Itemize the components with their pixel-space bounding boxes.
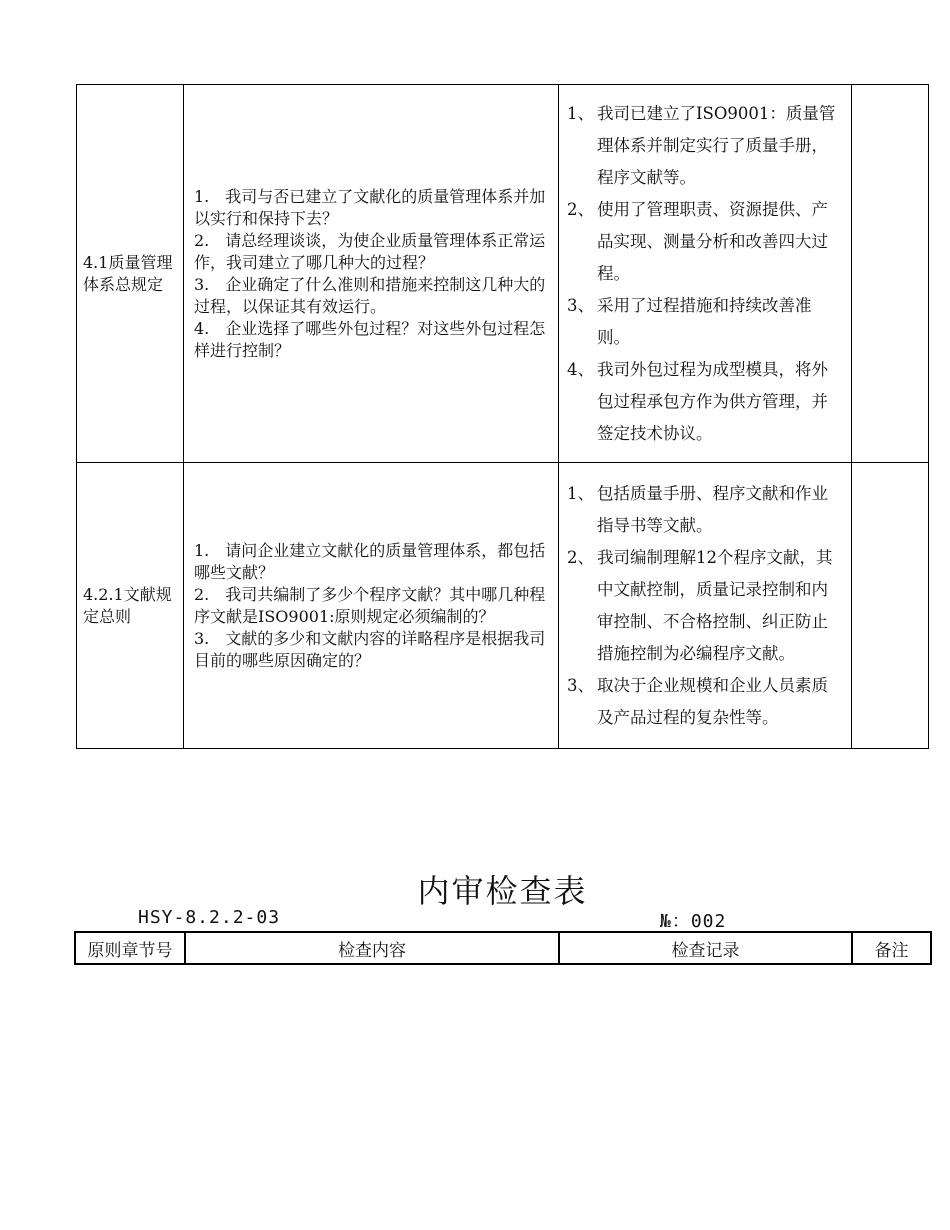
record-text: 使用了管理职责、资源提供、产品实现、测量分析和改善四大过程。 xyxy=(597,199,828,283)
record-cell xyxy=(559,463,852,749)
record-number: 3、 xyxy=(567,675,594,695)
record-item xyxy=(567,98,839,194)
record-number: 2、 xyxy=(567,199,594,219)
record-number: 4、 xyxy=(567,359,594,379)
question-item: 4. 企业选择了哪些外包过程？对这些外包过程怎样进行控制？ xyxy=(194,318,546,360)
record-number: 2、 xyxy=(567,547,594,567)
header-clause: 原则章节号 xyxy=(75,932,185,964)
header-remarks: 备注 xyxy=(852,932,931,964)
checklist-table-continued xyxy=(76,84,929,749)
question-item: 2. 我司共编制了多少个程序文献？其中哪几种程序文献是ISO9001:原则规定必须编制的？ xyxy=(194,584,546,626)
clause-cell: 4.2.1文献规定总则 xyxy=(77,463,184,749)
record-item xyxy=(567,354,839,450)
record-text: 取决于企业规模和企业人员素质及产品过程的复杂性等。 xyxy=(597,675,828,727)
record-item xyxy=(567,542,839,670)
form-number: №：002 xyxy=(660,911,727,932)
header-record: 检查记录 xyxy=(559,932,852,964)
form-title: 内审检查表 xyxy=(417,872,588,910)
question-item: 1. 请问企业建立文献化的质量管理体系，都包括哪些文献？ xyxy=(194,540,546,582)
header-content: 检查内容 xyxy=(185,932,559,964)
table-row xyxy=(77,85,929,463)
record-number: 3、 xyxy=(567,295,594,315)
remarks-cell xyxy=(852,85,929,463)
form-code: HSY-8.2.2-03 xyxy=(138,907,281,928)
header-row xyxy=(75,932,931,964)
record-text: 我司编制理解12个程序文献，其中文献控制，质量记录控制和内审控制、不合格控制、纠正防止措施控制为必编程序文献。 xyxy=(597,547,833,663)
question-item: 3. 文献的多少和文献内容的详略程序是根据我司目前的哪些原因确定的？ xyxy=(194,628,546,670)
table-row xyxy=(77,463,929,749)
record-item xyxy=(567,478,839,542)
remarks-cell xyxy=(852,463,929,749)
record-cell xyxy=(559,85,852,463)
record-number: 1、 xyxy=(567,103,594,123)
record-item xyxy=(567,670,839,734)
question-item: 2. 请总经理谈谈，为使企业质量管理体系正常运作，我司建立了哪几种大的过程？ xyxy=(194,230,546,272)
question-item: 1. 我司与否已建立了文献化的质量管理体系并加以实行和保持下去？ xyxy=(194,186,546,228)
content-cell xyxy=(184,85,559,463)
record-text: 采用了过程措施和持续改善准则。 xyxy=(597,295,812,347)
record-text: 我司外包过程为成型模具，将外包过程承包方作为供方管理，并签定技术协议。 xyxy=(597,359,828,443)
clause-cell: 4.1质量管理体系总规定 xyxy=(77,85,184,463)
record-number: 1、 xyxy=(567,483,594,503)
record-text: 包括质量手册、程序文献和作业指导书等文献。 xyxy=(597,483,828,535)
checklist-header-table xyxy=(74,931,932,965)
record-item xyxy=(567,194,839,290)
content-cell xyxy=(184,463,559,749)
question-item: 3. 企业确定了什么准则和措施来控制这几种大的过程，以保证其有效运行。 xyxy=(194,274,546,316)
record-text: 我司已建立了ISO9001：质量管理体系并制定实行了质量手册，程序文献等。 xyxy=(597,103,836,187)
record-item xyxy=(567,290,839,354)
